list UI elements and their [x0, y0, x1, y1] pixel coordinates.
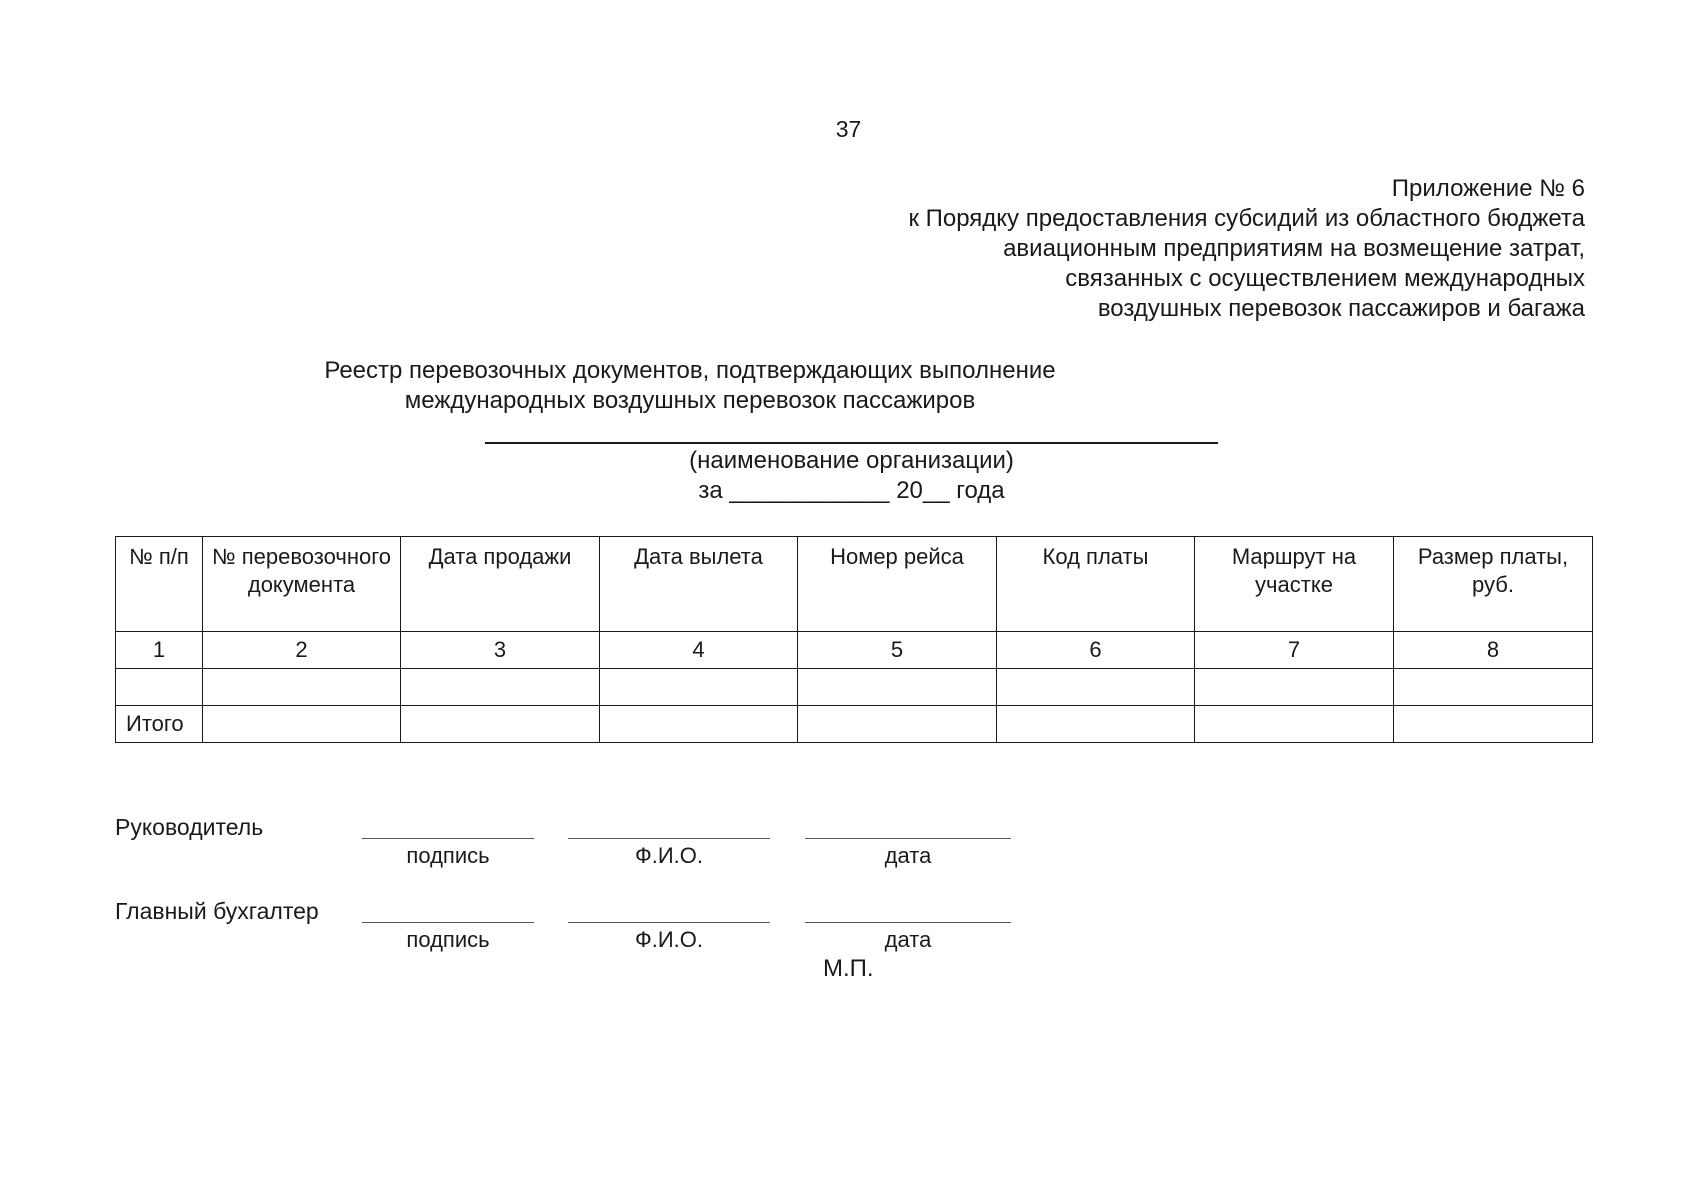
column-number-cell: 3 [401, 632, 600, 669]
title-line-2: международных воздушных перевозок пассажиров [404, 387, 976, 414]
column-number-cell: 8 [1394, 632, 1593, 669]
column-number-cell: 4 [600, 632, 798, 669]
data-cell[interactable] [203, 669, 401, 706]
header-cell: Размер платы, руб. [1394, 537, 1593, 632]
appendix-header [908, 174, 1585, 324]
signature-role-chief-accountant: Главный бухгалтер [115, 898, 319, 924]
header-cell: Дата продажи [401, 537, 600, 632]
period-field[interactable]: за ____________ 20__ года [698, 477, 1005, 504]
registry-table [115, 536, 1593, 743]
organization-caption: (наименование организации) [689, 447, 1014, 474]
stamp-place: М.П. [823, 955, 874, 982]
appendix-line: авиационным предприятиям на возмещение затрат, [1003, 235, 1585, 262]
name-field[interactable] [568, 838, 770, 839]
data-cell[interactable] [1195, 669, 1394, 706]
appendix-line: воздушных перевозок пассажиров и багажа [1097, 295, 1585, 322]
appendix-line: к Порядку предоставления субсидий из областного бюджета [908, 205, 1585, 232]
column-number-cell: 7 [1195, 632, 1394, 669]
appendix-line: Приложение № 6 [1391, 175, 1585, 202]
data-cell[interactable] [997, 669, 1195, 706]
total-cell[interactable] [798, 706, 997, 743]
date-caption: дата [884, 843, 932, 868]
data-cell[interactable] [116, 669, 203, 706]
total-row [116, 706, 1593, 743]
name-field[interactable] [568, 922, 770, 923]
date-caption: дата [884, 927, 932, 952]
data-cell[interactable] [600, 669, 798, 706]
signature-field[interactable] [362, 922, 534, 923]
signature-role-director: Руководитель [115, 814, 264, 840]
total-cell[interactable] [203, 706, 401, 743]
signature-caption: подпись [406, 843, 490, 868]
total-label: Итого [116, 706, 203, 743]
header-cell: Код платы [997, 537, 1195, 632]
data-cell[interactable] [798, 669, 997, 706]
name-caption: Ф.И.О. [635, 927, 703, 952]
header-cell: Дата вылета [600, 537, 798, 632]
table-row [116, 669, 1593, 706]
header-cell: № перевозочного документа [203, 537, 401, 632]
table-header-row [116, 537, 1593, 632]
data-cell[interactable] [1394, 669, 1593, 706]
total-cell[interactable] [1195, 706, 1394, 743]
name-caption: Ф.И.О. [635, 843, 703, 868]
header-cell: Номер рейса [798, 537, 997, 632]
column-number-cell: 2 [203, 632, 401, 669]
header-cell: Маршрут на участке [1195, 537, 1394, 632]
date-field[interactable] [805, 922, 1011, 923]
column-number-cell: 1 [116, 632, 203, 669]
date-field[interactable] [805, 838, 1011, 839]
header-cell: № п/п [116, 537, 203, 632]
signature-caption: подпись [406, 927, 490, 952]
signature-field[interactable] [362, 838, 534, 839]
title-line-1: Реестр перевозочных документов, подтверждающих выполнение [324, 357, 1056, 384]
total-cell[interactable] [401, 706, 600, 743]
document-title [0, 356, 1380, 416]
total-cell[interactable] [997, 706, 1195, 743]
appendix-line: связанных с осуществлением международных [1065, 265, 1585, 292]
column-number-cell: 6 [997, 632, 1195, 669]
column-number-row [116, 632, 1593, 669]
data-cell[interactable] [401, 669, 600, 706]
total-cell[interactable] [600, 706, 798, 743]
column-number-cell: 5 [798, 632, 997, 669]
total-cell[interactable] [1394, 706, 1593, 743]
page-number: 37 [835, 116, 862, 142]
organization-name-field[interactable] [485, 442, 1218, 444]
